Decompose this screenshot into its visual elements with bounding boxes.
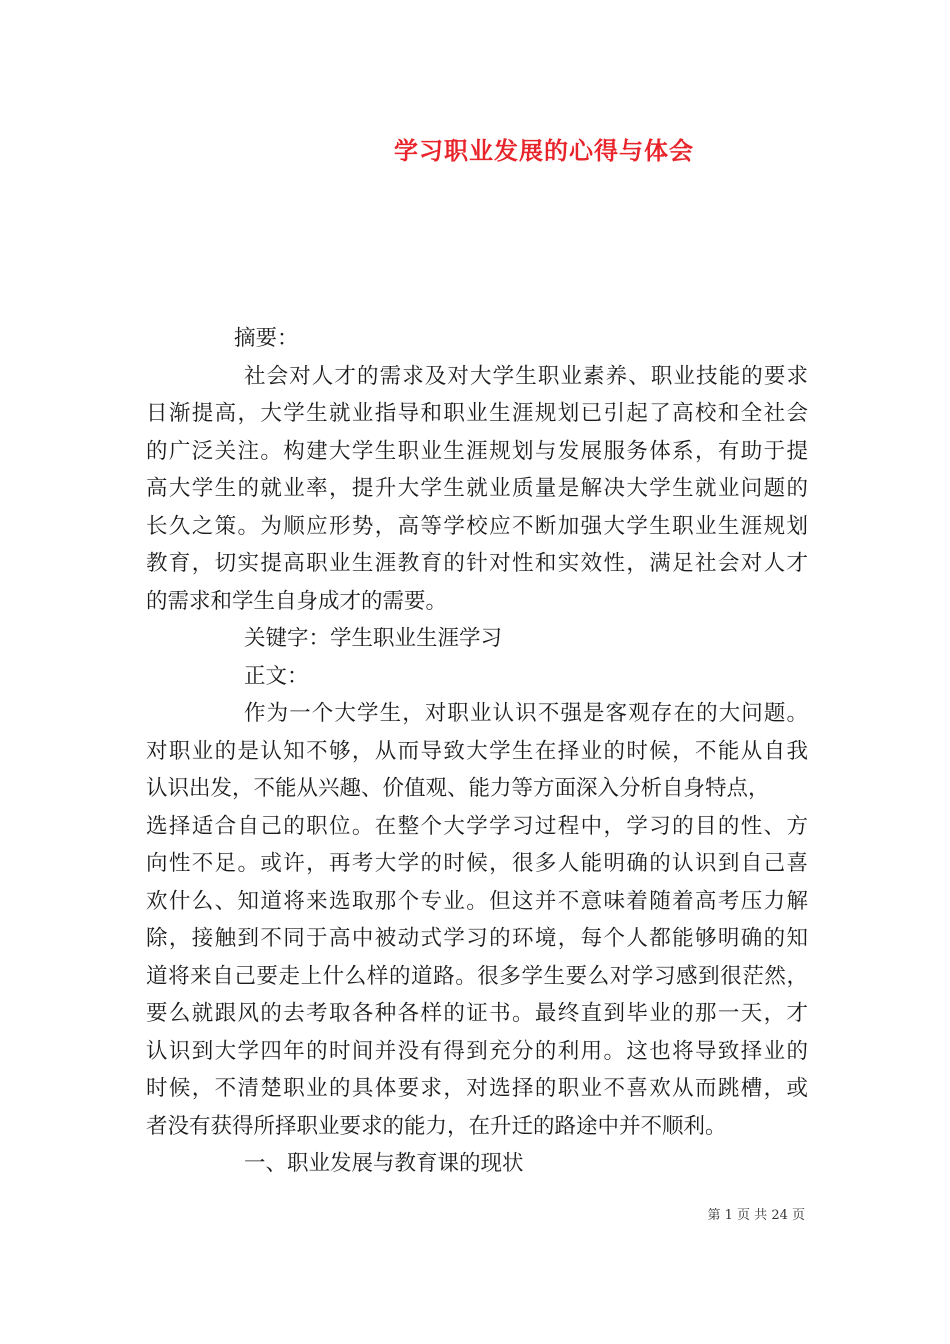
document-title: 学习职业发展的心得与体会 bbox=[394, 136, 694, 165]
text-line: 长久之策。为顺应形势，高等学校应不断加强大学生职业生涯规划 bbox=[146, 513, 808, 539]
text-line: 时候，不清楚职业的具体要求，对选择的职业不喜欢从而跳槽，或 bbox=[146, 1076, 808, 1101]
text-line: 要么就跟风的去考取各种各样的证书。最终直到毕业的那一天，才 bbox=[146, 1001, 808, 1026]
text-line: 教育，切实提高职业生涯教育的针对性和实效性，满足社会对人才 bbox=[146, 551, 808, 576]
text-line: 向性不足。或许，再考大学的时候，很多人能明确的认识到自己喜 bbox=[146, 851, 808, 876]
text-line: 认识出发，不能从兴趣、价值观、能力等方面深入分析自身特点， bbox=[146, 776, 770, 801]
text-line: 作为一个大学生，对职业认识不强是客观存在的大问题。 bbox=[244, 701, 808, 726]
text-line: 正文： bbox=[244, 663, 309, 689]
page-footer: 第 1 页 共 24 页 bbox=[707, 1208, 805, 1223]
text-line: 日渐提高，大学生就业指导和职业生涯规划已引起了高校和全社会 bbox=[146, 401, 808, 426]
text-line: 社会对人才的需求及对大学生职业素养、职业技能的要求 bbox=[244, 363, 808, 389]
text-line: 道将来自己要走上什么样的道路。很多学生要么对学习感到很茫然， bbox=[146, 963, 808, 989]
text-line: 的广泛关注。构建大学生职业生涯规划与发展服务体系，有助于提 bbox=[146, 438, 808, 464]
text-line: 除，接触到不同于高中被动式学习的环境，每个人都能够明确的知 bbox=[146, 926, 808, 951]
text-line: 高大学生的就业率，提升大学生就业质量是解决大学生就业问题的 bbox=[146, 476, 808, 501]
document-body bbox=[146, 320, 808, 1183]
text-line: 关键字：学生职业生涯学习 bbox=[244, 626, 503, 651]
text-line: 对职业的是认知不够，从而导致大学生在择业的时候，不能从自我 bbox=[146, 738, 808, 764]
text-line: 选择适合自己的职位。在整个大学学习过程中，学习的目的性、方 bbox=[146, 813, 808, 839]
text-line: 一、职业发展与教育课的现状 bbox=[244, 1151, 524, 1176]
text-line: 欢什么、知道将来选取那个专业。但这并不意味着随着高考压力解 bbox=[146, 888, 808, 914]
text-line: 认识到大学四年的时间并没有得到充分的利用。这也将导致择业的 bbox=[146, 1038, 808, 1064]
text-line: 摘要： bbox=[234, 326, 299, 351]
text-line: 者没有获得所择职业要求的能力，在升迁的路途中并不顺利。 bbox=[146, 1113, 727, 1139]
text-line: 的需求和学生自身成才的需要。 bbox=[146, 588, 448, 614]
